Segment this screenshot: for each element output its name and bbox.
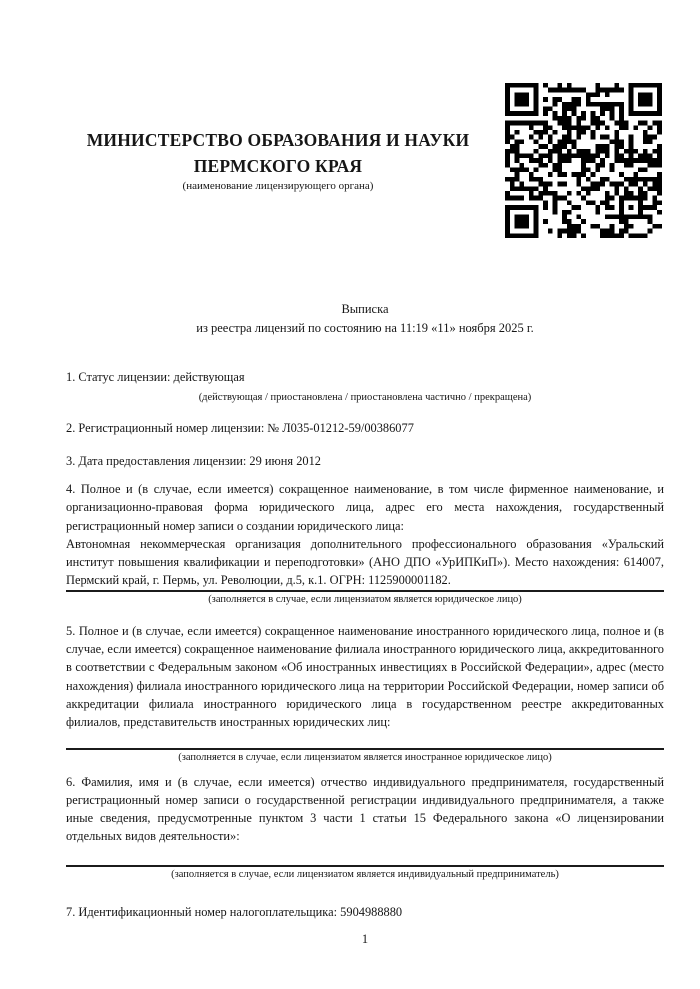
qr-code-icon [505,83,662,238]
title-line1: Выписка [341,302,389,316]
legal-entity-value: Автономная некоммерческая организация дополнительного профессионального образования «Уральский институт повышения квалификации и переподготовки» (АНО ДПО «УрИПКиП»). Место нахождения: 614007, Пермский край, г. Пермь, ул. Революции, д.5, к.1. ОГРН: 1125900001182. [66,536,664,588]
taxpayer-number-text: 7. Идентификационный номер налогоплательщика: 5904988880 [66,904,403,919]
ministry-caption: (наименование лицензирующего органа) [182,180,374,192]
ministry-name-line2: ПЕРМСКОГО КРАЯ [193,156,363,176]
page-number: 1 [361,931,369,946]
section-foreign-entity [66,622,664,765]
ministry-name-line1: МИНИСТЕРСТВО ОБРАЗОВАНИЯ И НАУКИ [86,130,470,150]
legal-entity-label: 4. Полное и (в случае, если имеется) сокращенное наименование, в том числе фирменное наименование, и организационно-правовая форма юридического лица, адрес его места нахождения, государственный регистрационный номер записи о создании юридического лица: [66,482,664,533]
license-status-text: 1. Статус лицензии: действующая [66,370,245,384]
individual-entrepreneur-label: 6. Фамилия, имя и (в случае, если имеется) отчество индивидуального предпринимателя, государственный регистрационный номер записи о государственной регистрации индивидуального предпринимателя, а также иные сведения, предусмотренные пунктом 3 части 1 статьи 15 Федерального закона «О лицензировании отдельных видов деятельности»: [66,774,664,844]
section-legal-entity [66,480,664,607]
foreign-entity-label: 5. Полное и (в случае, если имеется) сокращенное наименование иностранного юридического лица, полное и (в случае, если имеется) сокращенное наименование филиала иностранного юридического лица, аккредитованного в соответствии с Федеральным законом «Об иностранных инвестициях в Российской Федерации», адрес (место нахождения) филиала иностранного юридического лица на территории Российской Федерации, номер записи об аккредитации филиала иностранного юридического лица в государственном реестре аккредитованных филиалов, представительств иностранных юридических лиц: [66,623,664,730]
license-status-options-note: (действующая / приостановлена / приостановлена частично / прекращена) [198,392,532,403]
document-title [66,300,664,338]
registration-number-text: 2. Регистрационный номер лицензии: № Л035-01212-59/00386077 [66,421,414,435]
licensing-authority-name [66,127,490,179]
license-date-text: 3. Дата предоставления лицензии: 29 июня 2012 [66,454,322,468]
legal-entity-note: (заполняется в случае, если лицензиатом является юридическое лицо) [208,593,522,605]
section-taxpayer-number [66,903,664,922]
title-line2: из реестра лицензий по состоянию на 11:19 «11» ноября 2025 г. [196,321,534,335]
section-registration-number [66,419,664,438]
section-license-status [66,368,664,405]
document-header [66,0,664,252]
foreign-entity-note: (заполняется в случае, если лицензиатом является иностранное юридическое лицо) [178,751,552,763]
individual-entrepreneur-note: (заполняется в случае, если лицензиатом является индивидуальный предприниматель) [171,868,559,880]
section-individual-entrepreneur [66,773,664,882]
section-license-date [66,452,664,471]
